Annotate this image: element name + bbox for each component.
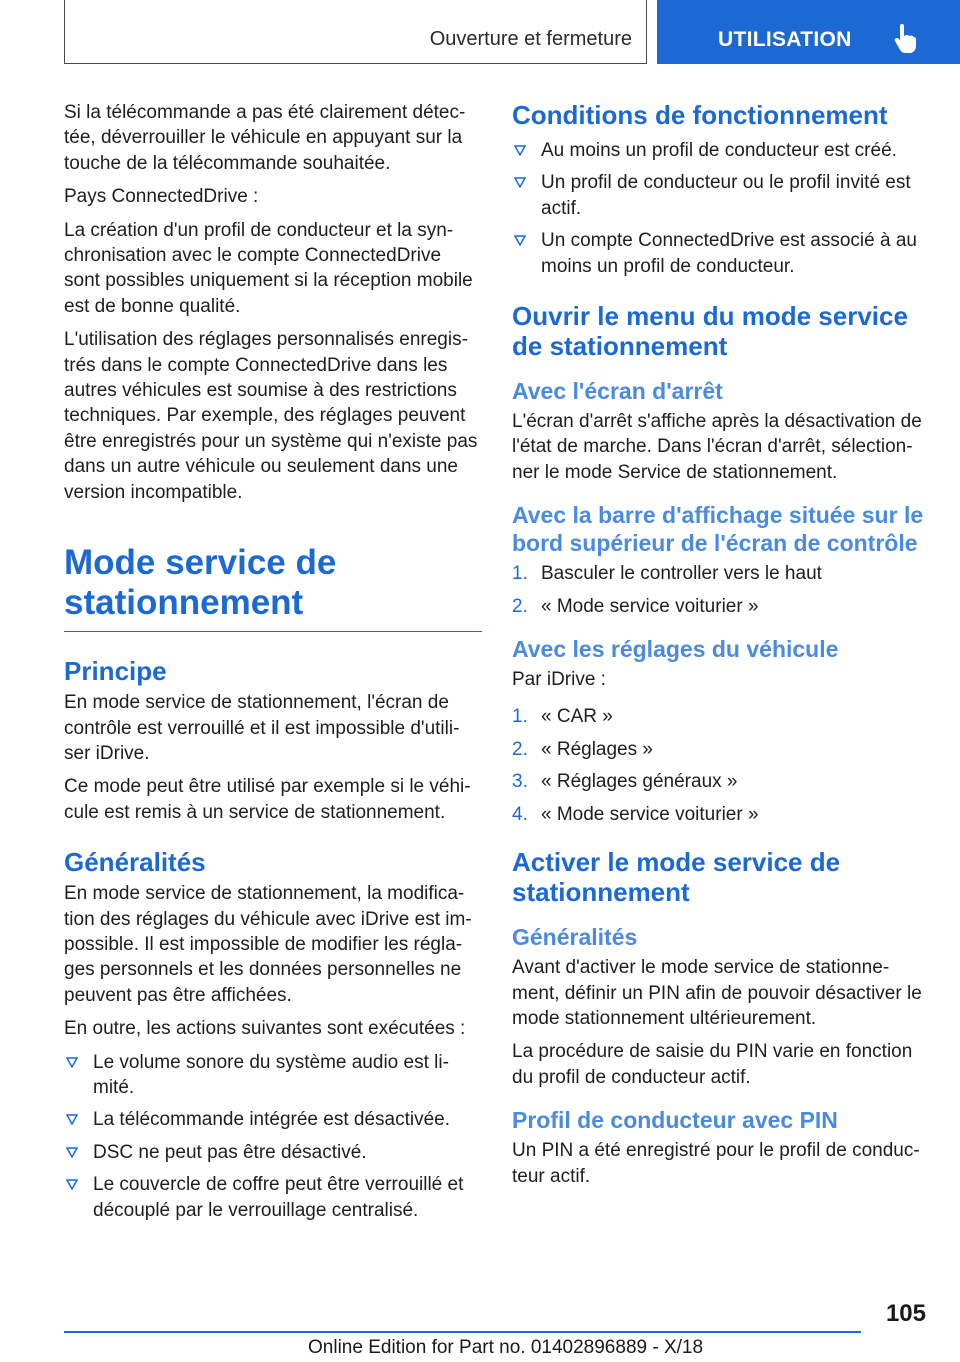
section-title: Ouverture et fermeture [429,28,632,50]
triangle-bullet-icon [66,1114,78,1125]
generalites-heading: Généralités [64,847,206,878]
general-heading: Généralités [512,924,638,951]
list-item [512,704,930,729]
page-number: 105 [885,1300,926,1327]
section-tab [64,0,647,64]
step-number: 3. [512,771,528,793]
list-item [64,1140,482,1165]
list-item-text: Le volume sonore du système audio est li-mité. [93,1051,449,1098]
step-text: « CAR » [541,706,613,728]
restrictions-paragraph: L'utilisation des réglages personnalisés enregis-trés dans le compte ConnectedDrive dans les autres véhicules est soumise à des restrictions techniques. Par exemple, des réglages peuvent être enregistrés pour un système qui n'existe pas dans un autre véhicule ou seulement dans une version incompatible. [64,329,478,503]
general-paragraph-2: La procédure de saisie du PIN varie en fonction du profil de conducteur actif. [512,1041,913,1088]
display-bar-heading: Avec la barre d'affichage située sur le bord supérieur de l'écran de contrôle [512,502,924,557]
principe-paragraph-1: En mode service de stationnement, l'écran de contrôle est verrouillé et il est impossible d'utili-ser iDrive. [64,692,460,764]
step-number: 4. [512,803,528,825]
step-number: 2. [512,595,528,617]
chapter-tab [657,0,960,64]
pointing-hand-icon [894,24,916,59]
triangle-bullet-icon [66,1147,78,1158]
chapter-heading: Mode service de stationnement [64,543,482,632]
right-column [512,100,930,1197]
triangle-bullet-icon [514,177,526,188]
sync-paragraph: La création d'un profil de conducteur et la syn-chronisation avec le compte ConnectedDrive sont possibles uniquement si la réception mobile est de bonne qualité. [64,219,473,317]
triangle-bullet-icon [514,145,526,156]
step-text: « Réglages généraux » [541,771,738,793]
triangle-bullet-icon [514,235,526,246]
list-item [512,737,930,762]
general-paragraph-1: Avant d'activer le mode service de stationne-ment, définir un PIN afin de pouvoir désactiver le mode stationnement ultérieurement. [512,957,922,1029]
list-item [64,1050,482,1101]
step-number: 1. [512,706,528,728]
vehicle-settings-heading: Avec les réglages du véhicule [512,636,839,663]
list-item [64,1107,482,1132]
list-item-text: La télécommande intégrée est désactivée. [93,1109,450,1131]
principe-paragraph-2: Ce mode peut être utilisé par exemple si le véhi-cule est remis à un service de stationnement. [64,776,471,823]
pin-profile-heading: Profil de conducteur avec PIN [512,1107,838,1134]
list-item-text: Un compte ConnectedDrive est associé à au moins un profil de conducteur. [541,230,917,277]
page-header [0,0,960,66]
step-text: Basculer le controller vers le haut [541,563,822,585]
footer-divider [64,1331,861,1333]
generalites-paragraph-2: En outre, les actions suivantes sont exécutées : [64,1018,466,1040]
pin-profile-paragraph: Un PIN a été enregistré pour le profil de conduc-teur actif. [512,1140,920,1187]
actions-list [64,1050,482,1223]
list-item [512,561,930,586]
edition-note: Online Edition for Part no. 01402896889 - X/18 [308,1337,704,1358]
step-number: 1. [512,563,528,585]
vehicle-settings-paragraph: Par iDrive : [512,669,606,691]
chapter-title: UTILISATION [718,28,852,51]
list-item [64,1172,482,1223]
list-item [512,594,930,619]
list-item-text: Un profil de conducteur ou le profil invité est actif. [541,172,911,219]
triangle-bullet-icon [66,1179,78,1190]
conditions-heading: Conditions de fonctionnement [512,100,888,130]
vehicle-settings-steps [512,704,930,827]
principe-heading: Principe [64,656,167,687]
list-item [512,138,930,163]
left-column [64,100,482,1231]
list-item [512,170,930,221]
activate-heading: Activer le mode service de stationnement [512,847,841,908]
step-number: 2. [512,738,528,760]
stop-screen-paragraph: L'écran d'arrêt s'affiche après la désactivation de l'état de marche. Dans l'écran d'arrêt, sélection-ner le mode Service de stationnement. [512,411,922,483]
list-item [512,769,930,794]
country-note: Pays ConnectedDrive : [64,186,259,208]
stop-screen-heading: Avec l'écran d'arrêt [512,378,723,405]
list-item [512,802,930,827]
step-text: « Mode service voiturier » [541,595,759,617]
generalites-paragraph-1: En mode service de stationnement, la modifica-tion des réglages du véhicule avec iDrive est im-possible. Il est impossible de modifier les régla-ges personnels et les données personnelles ne peuvent pas être affichées. [64,883,472,1006]
list-item [512,228,930,279]
step-text: « Réglages » [541,738,653,760]
step-text: « Mode service voiturier » [541,803,759,825]
conditions-list [512,138,930,279]
list-item-text: DSC ne peut pas être désactivé. [93,1141,367,1163]
display-bar-steps [512,561,930,619]
triangle-bullet-icon [66,1057,78,1068]
intro-paragraph: Si la télécommande a pas été clairement détec-tée, déverrouiller le véhicule en appuyant sur la touche de la télécommande souhaitée. [64,102,466,174]
open-menu-heading: Ouvrir le menu du mode service de stationnement [512,301,908,362]
list-item-text: Au moins un profil de conducteur est créé. [541,140,897,161]
list-item-text: Le couvercle de coffre peut être verrouillé et découplé par le verrouillage centralisé. [93,1174,464,1221]
